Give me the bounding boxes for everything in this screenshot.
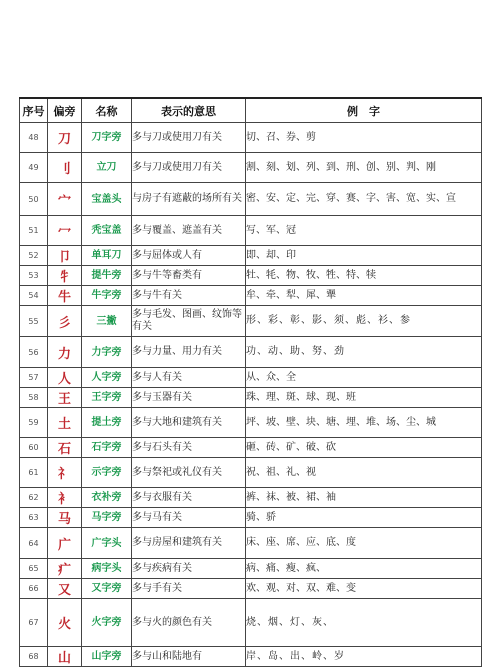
row-radical: 土 <box>48 408 82 438</box>
row-examples: 骑、骄 <box>246 508 482 528</box>
row-name: 病字头 <box>82 559 132 579</box>
row-radical: 广 <box>48 528 82 559</box>
row-name: 力字旁 <box>82 337 132 368</box>
row-examples: 祝、祖、礼、视 <box>246 458 482 488</box>
row-name: 立刀 <box>82 153 132 183</box>
row-name: 石字旁 <box>82 438 132 458</box>
row-examples: 烧、烟、灯、灰、 <box>246 599 482 647</box>
row-meaning: 多与玉器有关 <box>132 388 246 408</box>
row-num: 65 <box>20 559 48 579</box>
row-examples: 岸、岛、出、岭、岁 <box>246 647 482 667</box>
row-num: 52 <box>20 246 48 266</box>
row-meaning: 多与衣服有关 <box>132 488 246 508</box>
row-meaning: 多与山和陆地有 <box>132 647 246 667</box>
row-num: 64 <box>20 528 48 559</box>
row-radical: 牜 <box>48 266 82 286</box>
row-examples: 即、却、印 <box>246 246 482 266</box>
row-num: 50 <box>20 183 48 216</box>
row-name: 又字旁 <box>82 579 132 599</box>
row-radical: 火 <box>48 599 82 647</box>
row-meaning: 多与疾病有关 <box>132 559 246 579</box>
table-row <box>20 508 482 528</box>
row-num: 48 <box>20 123 48 153</box>
row-radical: 彡 <box>48 306 82 337</box>
header-examples: 例 字 <box>246 98 482 123</box>
row-radical: 又 <box>48 579 82 599</box>
row-meaning: 多与大地和建筑有关 <box>132 408 246 438</box>
header-meaning: 表示的意思 <box>132 98 246 123</box>
row-name: 示字旁 <box>82 458 132 488</box>
row-meaning: 多与祭祀或礼仪有关 <box>132 458 246 488</box>
row-name: 提牛旁 <box>82 266 132 286</box>
row-examples: 床、座、席、应、底、度 <box>246 528 482 559</box>
row-meaning: 多与牛等畜类有 <box>132 266 246 286</box>
row-name: 王字旁 <box>82 388 132 408</box>
row-name: 牛字旁 <box>82 286 132 306</box>
row-radical: 疒 <box>48 559 82 579</box>
row-meaning: 多与刀或使用刀有关 <box>132 153 246 183</box>
row-num: 63 <box>20 508 48 528</box>
table-header-row <box>20 98 482 123</box>
table-row <box>20 368 482 388</box>
row-num: 54 <box>20 286 48 306</box>
row-num: 51 <box>20 216 48 246</box>
table-row <box>20 388 482 408</box>
row-num: 49 <box>20 153 48 183</box>
row-num: 61 <box>20 458 48 488</box>
row-examples: 功、动、助、努、劲 <box>246 337 482 368</box>
row-radical: 石 <box>48 438 82 458</box>
row-radical: 刂 <box>48 153 82 183</box>
row-name: 人字旁 <box>82 368 132 388</box>
row-examples: 从、众、全 <box>246 368 482 388</box>
row-num: 66 <box>20 579 48 599</box>
table-row <box>20 458 482 488</box>
row-meaning: 多与刀或使用刀有关 <box>132 123 246 153</box>
row-name: 山字旁 <box>82 647 132 667</box>
row-meaning: 与房子有遮蔽的场所有关 <box>132 183 246 216</box>
table-row <box>20 559 482 579</box>
row-num: 60 <box>20 438 48 458</box>
header-num: 序号 <box>20 98 48 123</box>
row-examples: 切、召、券、剪 <box>246 123 482 153</box>
row-examples: 砸、砖、矿、破、砍 <box>246 438 482 458</box>
row-name: 秃宝盖 <box>82 216 132 246</box>
row-name: 马字旁 <box>82 508 132 528</box>
row-meaning: 多与毛发、图画、纹饰等有关 <box>132 306 246 337</box>
table-row <box>20 408 482 438</box>
row-radical: 衤 <box>48 488 82 508</box>
row-radical: 冖 <box>48 216 82 246</box>
table-row <box>20 123 482 153</box>
header-name: 名称 <box>82 98 132 123</box>
table-row <box>20 286 482 306</box>
row-name: 单耳刀 <box>82 246 132 266</box>
table-row <box>20 579 482 599</box>
row-radical: 刀 <box>48 123 82 153</box>
row-num: 56 <box>20 337 48 368</box>
table-row <box>20 438 482 458</box>
row-meaning: 多与马有关 <box>132 508 246 528</box>
row-radical: 礻 <box>48 458 82 488</box>
row-meaning: 多与房屋和建筑有关 <box>132 528 246 559</box>
row-examples: 密、安、定、完、穿、赛、字、害、宽、实、宣 <box>246 183 482 216</box>
row-radical: 王 <box>48 388 82 408</box>
table-row <box>20 306 482 337</box>
header-radical: 偏旁 <box>48 98 82 123</box>
table-row <box>20 266 482 286</box>
row-examples: 欢、观、对、双、难、变 <box>246 579 482 599</box>
row-examples: 坪、坡、壁、块、塘、埋、堆、场、尘、城 <box>246 408 482 438</box>
row-examples: 牟、牵、犁、犀、犟 <box>246 286 482 306</box>
row-radical: 牛 <box>48 286 82 306</box>
row-name: 宝盖头 <box>82 183 132 216</box>
row-name: 刀字旁 <box>82 123 132 153</box>
row-radical: 卩 <box>48 246 82 266</box>
table-row <box>20 337 482 368</box>
row-meaning: 多与石头有关 <box>132 438 246 458</box>
row-name: 三撇 <box>82 306 132 337</box>
row-radical: 宀 <box>48 183 82 216</box>
table-row <box>20 216 482 246</box>
table-row <box>20 153 482 183</box>
row-examples: 写、军、冠 <box>246 216 482 246</box>
row-examples: 牡、牦、物、牧、牲、特、犊 <box>246 266 482 286</box>
row-radical: 力 <box>48 337 82 368</box>
row-examples: 割、刻、划、列、到、刑、创、别、判、刚 <box>246 153 482 183</box>
row-examples: 病、痛、瘦、疯、 <box>246 559 482 579</box>
row-radical: 山 <box>48 647 82 667</box>
row-meaning: 多与力量、用力有关 <box>132 337 246 368</box>
row-num: 53 <box>20 266 48 286</box>
row-meaning: 多与手有关 <box>132 579 246 599</box>
row-meaning: 多与人有关 <box>132 368 246 388</box>
table-row <box>20 246 482 266</box>
table-row <box>20 647 482 667</box>
row-num: 59 <box>20 408 48 438</box>
row-meaning: 多与覆盖、遮盖有关 <box>132 216 246 246</box>
row-name: 火字旁 <box>82 599 132 647</box>
row-meaning: 多与屈体或人有 <box>132 246 246 266</box>
table-row <box>20 488 482 508</box>
row-meaning: 多与牛有关 <box>132 286 246 306</box>
row-num: 55 <box>20 306 48 337</box>
table-row <box>20 599 482 647</box>
table-row <box>20 528 482 559</box>
row-num: 68 <box>20 647 48 667</box>
row-meaning: 多与火的颜色有关 <box>132 599 246 647</box>
row-radical: 人 <box>48 368 82 388</box>
radicals-table <box>19 97 482 667</box>
row-examples: 形、彩、彰、影、须、彪、衫、参 <box>246 306 482 337</box>
row-examples: 裤、袜、被、裙、袖 <box>246 488 482 508</box>
row-num: 62 <box>20 488 48 508</box>
row-name: 衣补旁 <box>82 488 132 508</box>
row-name: 广字头 <box>82 528 132 559</box>
row-num: 67 <box>20 599 48 647</box>
row-num: 58 <box>20 388 48 408</box>
row-radical: 马 <box>48 508 82 528</box>
table-row <box>20 183 482 216</box>
row-num: 57 <box>20 368 48 388</box>
row-name: 提土旁 <box>82 408 132 438</box>
row-examples: 珠、理、斑、球、现、班 <box>246 388 482 408</box>
